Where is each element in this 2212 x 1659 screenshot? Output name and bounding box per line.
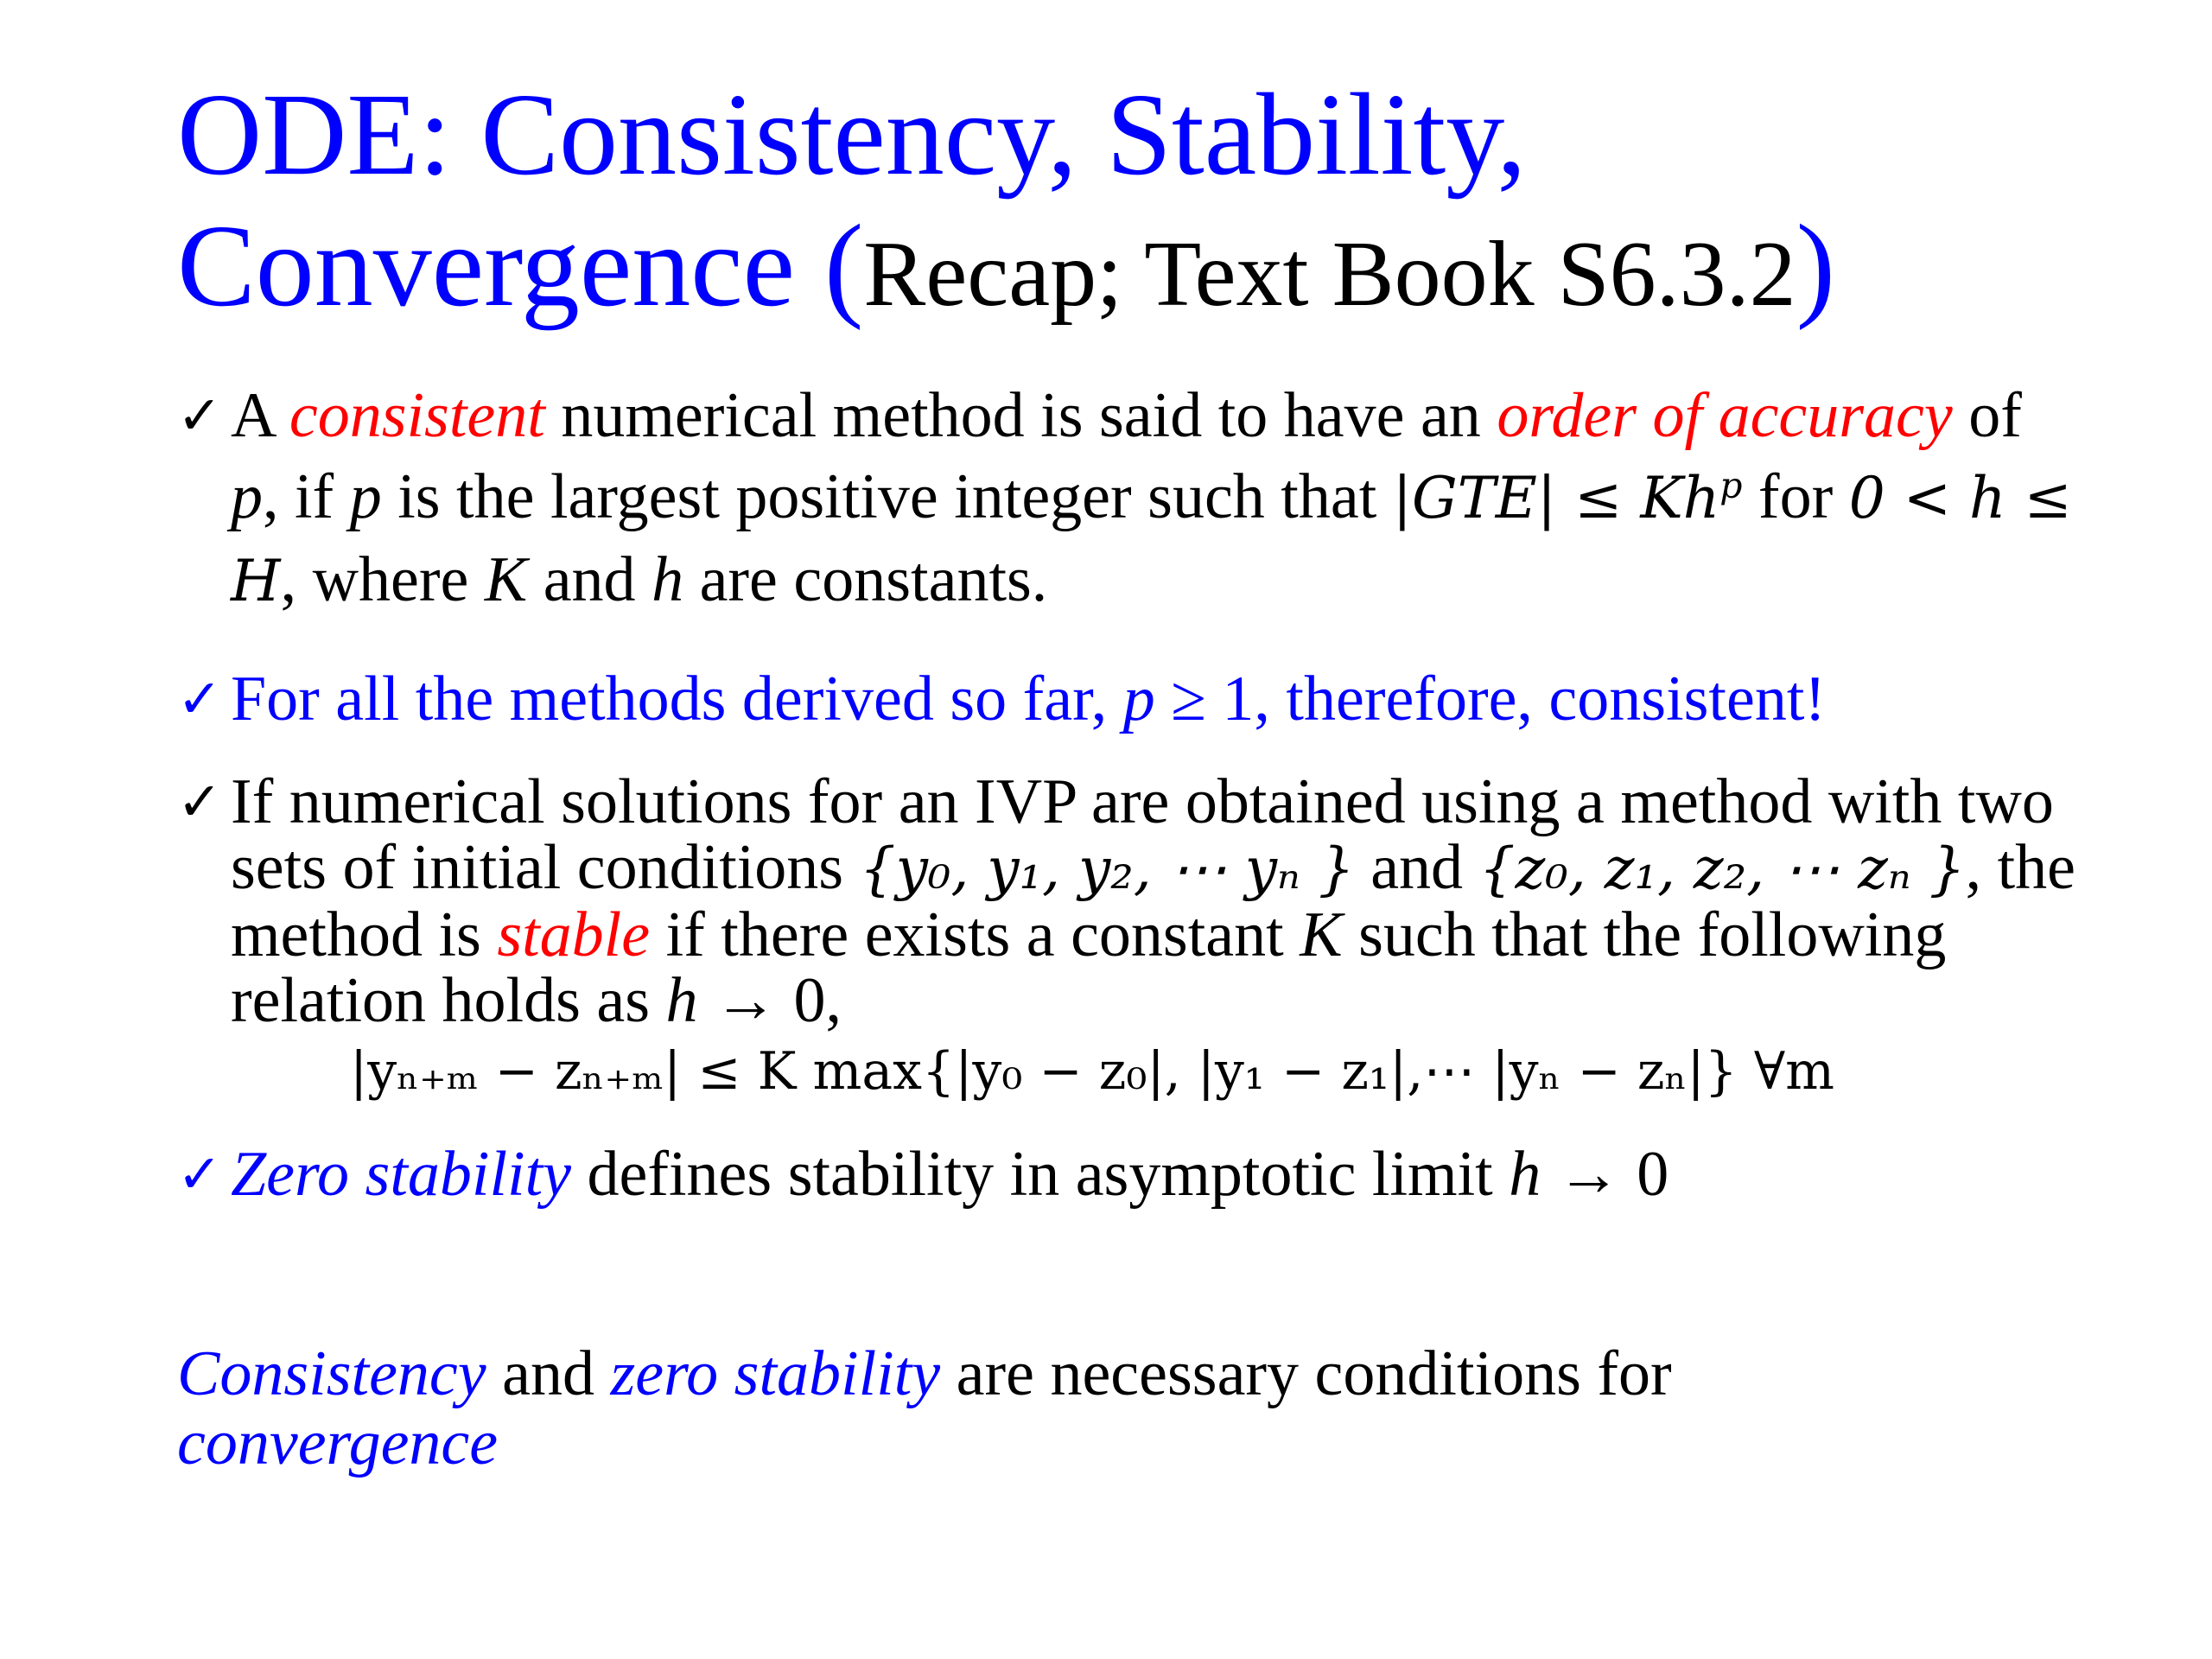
b3-t5: such that the following relation holds as bbox=[231, 899, 1947, 1036]
var-h: h bbox=[1509, 1139, 1541, 1210]
term-convergence: convergence bbox=[177, 1408, 499, 1478]
bullet-text bbox=[231, 1134, 2078, 1215]
stability-equation: |yₙ₊ₘ − zₙ₊ₘ| ≤ K max{|y₀ − z₀|, |y₁ − z₁|,⋯ |yₙ − zₙ|} ∀m bbox=[350, 1041, 1835, 1102]
var-p: p bbox=[1122, 664, 1155, 734]
check-icon: ✓ bbox=[177, 1142, 222, 1205]
b1-t2: numerical method is said to have an bbox=[544, 380, 1497, 451]
b3-t1: If numerical solutions for an IVP are obtained using a method with two sets of initial conditions bbox=[231, 766, 2054, 903]
gte-inequality bbox=[1393, 465, 1743, 531]
c-t2: are necessary conditions for bbox=[940, 1338, 1672, 1409]
bullet-stability-definition bbox=[177, 766, 2078, 1036]
term-zero-stability: Zero stability bbox=[231, 1139, 571, 1210]
h-range: 0 < h ≤ H bbox=[231, 465, 2072, 614]
bullet-methods-consistent bbox=[177, 658, 2078, 740]
b1-t5: is the largest positive integer such that bbox=[381, 461, 1393, 532]
b3-t3: , the method is bbox=[231, 832, 2075, 970]
title-line-2-main: Convergence ( bbox=[177, 201, 864, 331]
bullet-text bbox=[231, 375, 2078, 622]
title-line-2 bbox=[177, 200, 2121, 340]
slide-title bbox=[177, 69, 2121, 340]
term-order-of-accuracy: order of accuracy bbox=[1497, 380, 1953, 451]
var-h: h bbox=[665, 965, 698, 1036]
gte-exponent: p bbox=[1719, 465, 1743, 506]
var-K: K bbox=[484, 544, 528, 615]
c-t1: and bbox=[486, 1338, 611, 1409]
term-stable: stable bbox=[497, 899, 651, 970]
bullet-text bbox=[231, 766, 2078, 1036]
b1-t7: , where bbox=[280, 544, 485, 615]
b3-t2: and bbox=[1354, 832, 1479, 903]
bullet-zero-stability bbox=[177, 1134, 2078, 1215]
var-K: K bbox=[1300, 899, 1343, 970]
conclusion-text bbox=[177, 1339, 2078, 1478]
check-icon: ✓ bbox=[177, 667, 222, 730]
b3-t4: if there exists a constant bbox=[650, 899, 1300, 970]
b1-t1: A bbox=[231, 380, 289, 451]
var-p: p bbox=[231, 461, 263, 532]
term-consistency: Consistency bbox=[177, 1338, 486, 1409]
z-initial-set: {z₀, z₁, z₂, ⋯ zₙ } bbox=[1478, 836, 1966, 902]
gte-expression: |GTE| ≤ Kh bbox=[1392, 465, 1720, 531]
var-h: h bbox=[652, 544, 684, 615]
b1-t4: , if bbox=[263, 461, 350, 532]
b4-t2: → 0 bbox=[1541, 1139, 1669, 1210]
title-line-1: ODE: Consistency, Stability, bbox=[177, 70, 1527, 200]
b1-t9: are constants. bbox=[683, 544, 1048, 615]
bullet-order-of-accuracy bbox=[177, 375, 2078, 622]
b3-t6: → 0, bbox=[697, 965, 842, 1036]
title-subtitle: Recap; Text Book S6.3.2 bbox=[863, 223, 1796, 326]
y-initial-set: {y₀, y₁, y₂, ⋯ yₙ } bbox=[859, 836, 1355, 902]
b1-t6: for bbox=[1742, 461, 1849, 532]
check-icon: ✓ bbox=[177, 770, 222, 833]
b4-t1: defines stability in asymptotic limit bbox=[571, 1139, 1510, 1210]
b1-t8: and bbox=[527, 544, 652, 615]
b1-t3: of bbox=[1952, 380, 2022, 451]
b2-t1: For all the methods derived so far, bbox=[231, 664, 1123, 734]
title-close-paren: ) bbox=[1796, 201, 1835, 331]
bullet-text bbox=[231, 658, 2078, 740]
term-zero-stability: zero stability bbox=[610, 1338, 941, 1409]
var-p: p bbox=[349, 461, 382, 532]
b2-t2: ≥ 1, therefore, consistent! bbox=[1154, 664, 1827, 734]
check-icon: ✓ bbox=[177, 384, 222, 447]
term-consistent: consistent bbox=[289, 380, 545, 451]
